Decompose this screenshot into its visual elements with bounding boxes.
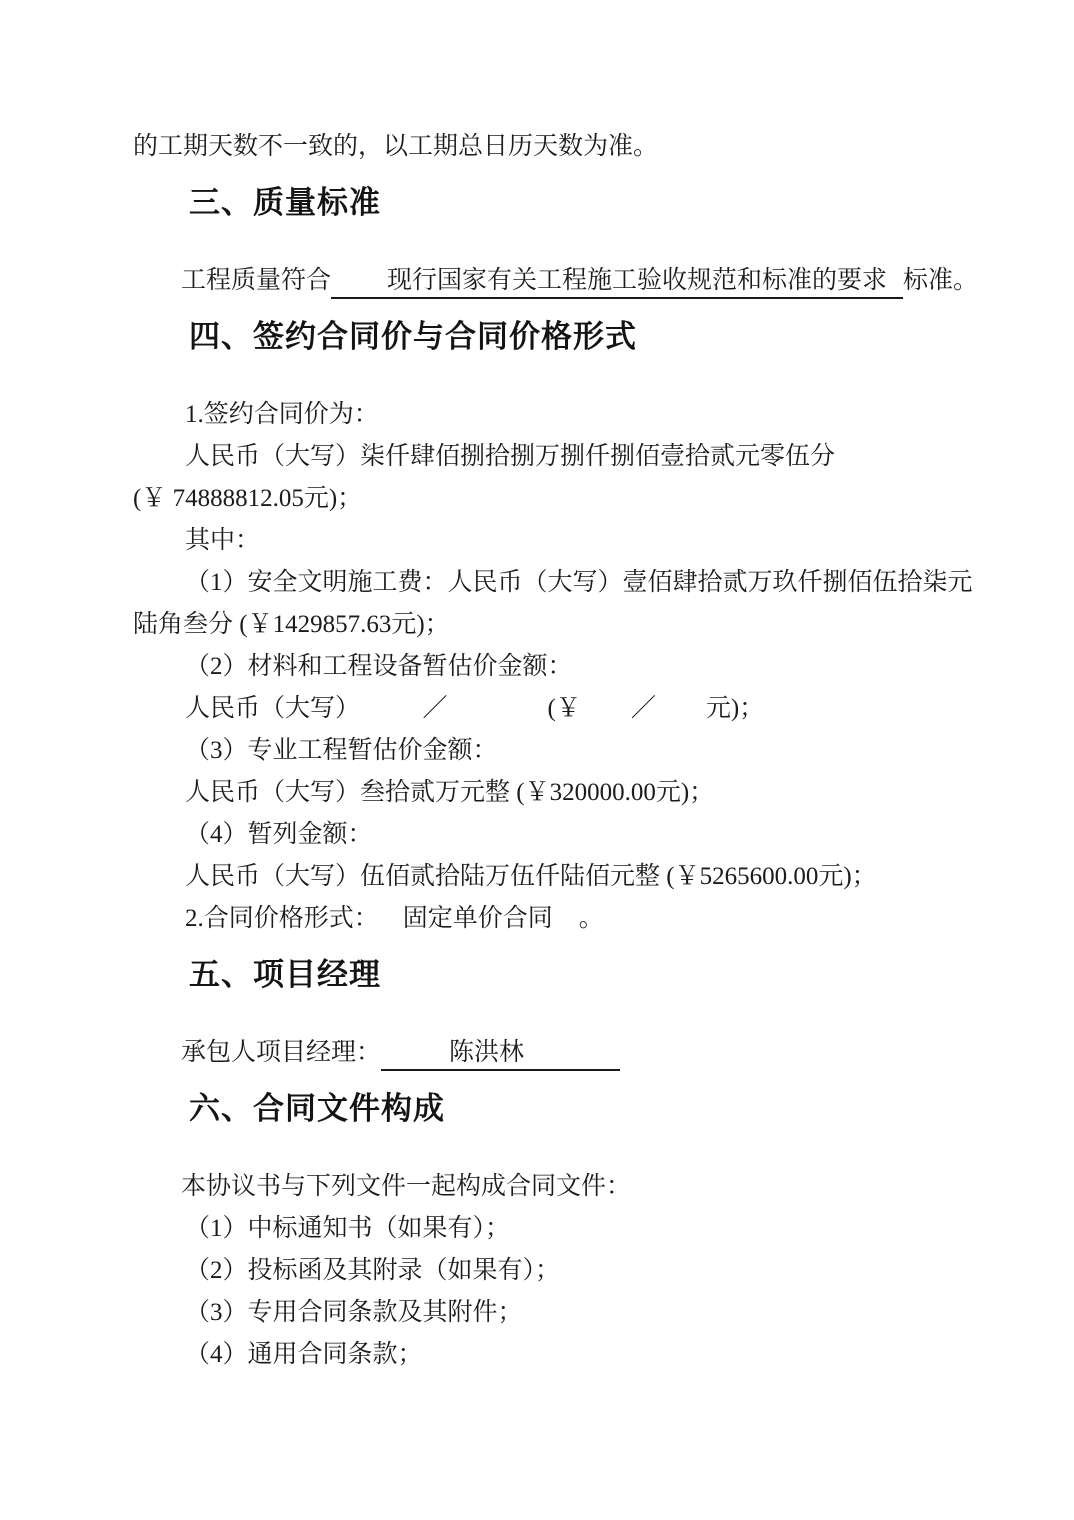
price-form-prefix-text: 2.合同价格形式： [185,905,379,932]
materials-provisional-label: （2）材料和工程设备暂估价金额： [185,653,573,680]
safety-fee-line2: 陆角叁分 (￥1429857.63元)； [133,611,450,638]
contract-price-in-words: 人民币（大写）柒仟肆佰捌拾捌万捌仟捌佰壹拾贰元零伍分 [185,443,836,470]
specialist-provisional-label: （3）专业工程暂估价金额： [185,737,498,764]
contract-documents-intro: 本协议书与下列文件一起构成合同文件： [181,1173,632,1200]
paragraph-duration-continuation: 的工期天数不一致的，以工期总日历天数为准。 [133,133,659,160]
heading-section-contract-documents: 六、合同文件构成 [189,1091,445,1126]
heading-section-contract-price: 四、签约合同价与合同价格形式 [189,319,637,354]
among-which-label: 其中： [185,527,261,554]
contract-price-form-line [133,898,994,940]
heading-section-project-manager: 五、项目经理 [189,957,381,992]
price-form-suffix-text: 。 [578,905,604,932]
contract-document-item-2: （2）投标函及其附录（如果有）； [185,1257,561,1284]
quality-standard-filled-blank: 现行国家有关工程施工验收规范和标准的要求 [331,267,903,299]
contract-document-item-4: （4）通用合同条款； [185,1341,423,1368]
contract-document-item-3: （3）专用合同条款及其附件； [185,1299,523,1326]
heading-section-quality-standard: 三、质量标准 [189,185,381,220]
quality-prefix-text: 工程质量符合 [181,267,332,294]
project-manager-name-filled-blank: 陈洪林 [381,1039,620,1071]
contract-document-item-1: （1）中标通知书（如果有）； [185,1215,511,1242]
specialist-provisional-value: 人民币（大写）叁拾贰万元整 (￥320000.00元)； [185,779,715,806]
project-manager-label-text: 承包人项目经理： [181,1039,382,1066]
contract-price-in-figures: (￥ 74888812.05元)； [133,485,363,512]
price-form-filled-value: 固定单价合同 [402,905,553,932]
paragraph-project-manager [133,1032,994,1074]
safety-fee-line1: （1）安全文明施工费：人民币（大写）壹佰肆拾贰万玖仟捌佰伍拾柒元 [185,569,973,596]
materials-provisional-value: 人民币（大写） ／ (￥ ／ 元)； [185,695,765,722]
provisional-sum-value: 人民币（大写）伍佰贰拾陆万伍仟陆佰元整 (￥5265600.00元)； [185,863,877,890]
quality-suffix-text: 标准。 [903,267,979,294]
contract-price-item1-label: 1.签约合同价为： [185,401,379,428]
paragraph-quality-standard [133,260,994,302]
provisional-sum-label: （4）暂列金额： [185,821,373,848]
